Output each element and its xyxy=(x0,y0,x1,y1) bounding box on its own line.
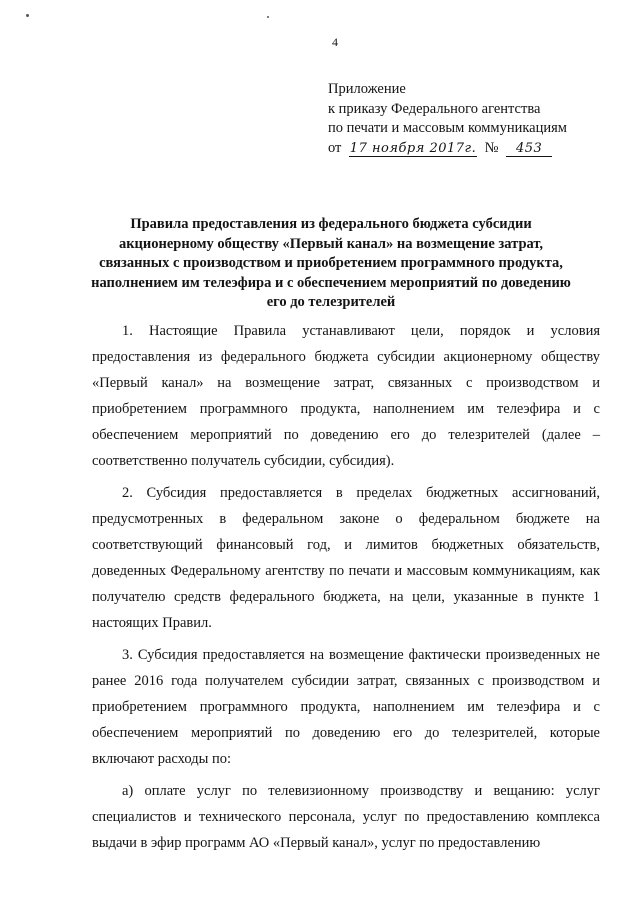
document-body xyxy=(92,318,600,862)
handwritten-date: 17 ноября 2017г. xyxy=(349,140,477,156)
scan-speck xyxy=(267,16,269,18)
appendix-line: Приложение xyxy=(328,81,406,97)
appendix-date-line xyxy=(328,139,628,159)
page-number: 4 xyxy=(332,35,338,49)
appendix-block xyxy=(328,80,628,158)
paragraph: 2. Субсидия предоставляется в пределах бюджетных ассигнований, предусмотренных в федеральном законе о федеральном бюджете на соответствующий финансовый год, и лимитов бюджетных обязательств, доведенных Федеральному агентству по печати и массовым коммуникациям, как получателю средств федерального бюджета, на цели, указанные в пункте 1 настоящих Правил. xyxy=(92,485,600,631)
document-title: Правила предоставления из федерального бюджета субсидии акционерному обществу «Первый канал» на возмещение затрат, связанных с производством и приобретением программного продукта, наполнением им телеэфира и с обеспечением мероприятий по доведению его до телезрителей xyxy=(91,216,571,310)
appendix-line: к приказу Федерального агентства xyxy=(328,100,541,117)
paragraph: 3. Субсидия предоставляется на возмещение фактически произведенных не ранее 2016 года получателем субсидии затрат, связанных с производством и приобретением программного продукта, наполнением им телеэфира и с обеспечением мероприятий по доведению его до телезрителей, которые включают расходы по: xyxy=(92,647,600,767)
from-label: от xyxy=(328,139,342,156)
paragraph: 1. Настоящие Правила устанавливают цели, порядок и условия предоставления из федерального бюджета субсидии акционерному обществу «Первый канал» на возмещение затрат, связанных с производством и приобретением программного продукта, наполнением им телеэфира и с обеспечением мероприятий по доведению его до телезрителей (далее – соответственно получатель субсидии, субсидия). xyxy=(92,323,600,469)
handwritten-number: 453 xyxy=(506,142,552,157)
appendix-line: по печати и массовым коммуникациям xyxy=(328,120,567,136)
number-label: № xyxy=(484,139,499,156)
scan-speck xyxy=(26,14,29,17)
paragraph: а) оплате услуг по телевизионному производству и вещанию: услуг специалистов и технического персонала, услуг по предоставлению комплекса выдачи в эфир программ АО «Первый канал», услуг по предоставлению xyxy=(92,783,600,851)
